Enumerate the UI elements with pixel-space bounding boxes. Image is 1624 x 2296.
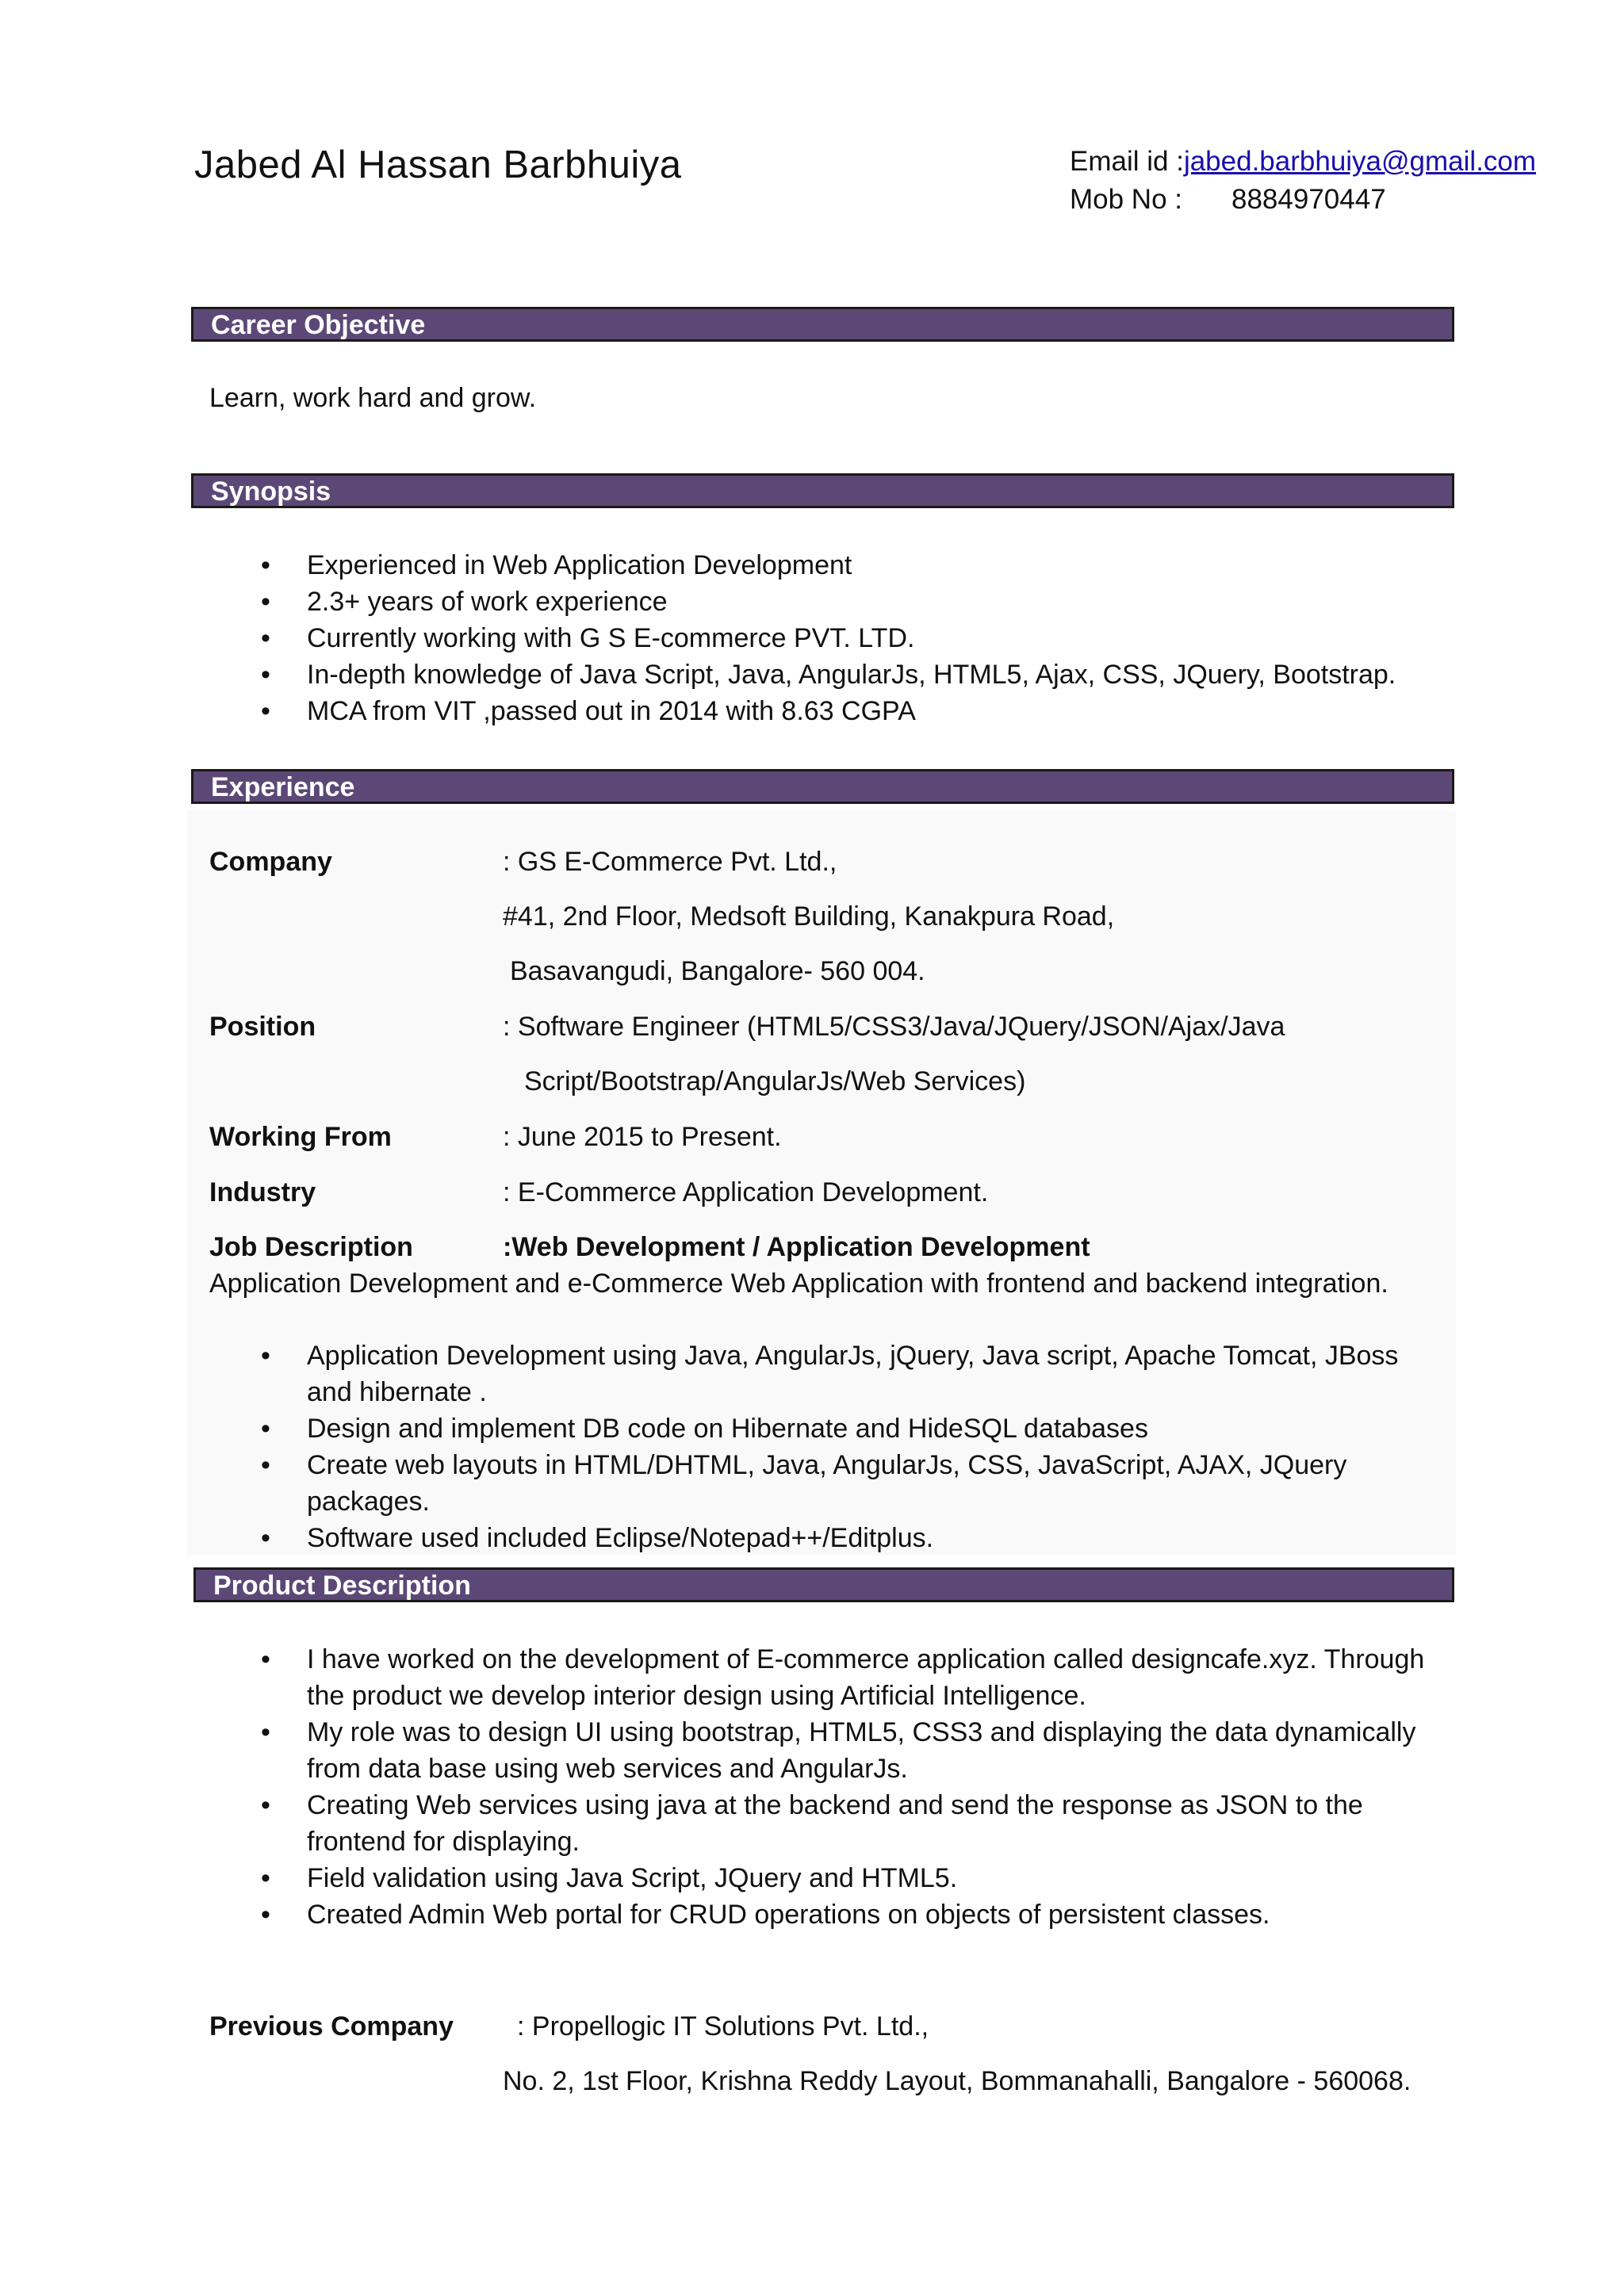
list-item: • MCA from VIT ,passed out in 2014 with 8.63 CGPA — [307, 693, 1457, 729]
company-address-line-2: Basavangudi, Bangalore- 560 004. — [510, 956, 925, 986]
list-item: • In-depth knowledge of Java Script, Java, AngularJs, HTML5, Ajax, CSS, JQuery, Bootstrap. — [307, 656, 1457, 693]
list-item: • Experienced in Web Application Development — [307, 547, 1457, 584]
section-header-synopsis — [191, 473, 1454, 508]
section-title: Experience — [211, 772, 355, 802]
position-value-line-1: : Software Engineer (HTML5/CSS3/Java/JQuery/JSON/Ajax/Java — [503, 1012, 1285, 1042]
mobile-label: Mob No : — [1070, 184, 1182, 215]
experience-list — [307, 1337, 1457, 1556]
working-from-value: : June 2015 to Present. — [503, 1122, 782, 1152]
position-label: Position — [209, 1012, 316, 1042]
contact-block — [1070, 143, 1537, 215]
job-description-value: :Web Development / Application Development — [503, 1232, 1090, 1262]
previous-company-value: : Propellogic IT Solutions Pvt. Ltd., — [517, 2011, 929, 2042]
position-value-line-2: Script/Bootstrap/AngularJs/Web Services) — [524, 1066, 1026, 1096]
list-item: • Creating Web services using java at the backend and send the response as JSON to the frontend for displaying. — [307, 1787, 1457, 1860]
email-label: Email id : — [1070, 146, 1184, 177]
company-label: Company — [209, 847, 332, 877]
email-line — [1070, 143, 1536, 181]
mobile-number: 8884970447 — [1231, 184, 1386, 215]
list-item: • Software used included Eclipse/Notepad++/Editplus. — [307, 1520, 1457, 1556]
working-from-label: Working From — [209, 1122, 392, 1152]
company-address-line-1: #41, 2nd Floor, Medsoft Building, Kanakpura Road, — [503, 901, 1115, 932]
email-link[interactable]: jabed.barbhuiya@gmail.com — [1183, 146, 1537, 177]
candidate-name: Jabed Al Hassan Barbhuiya — [194, 144, 682, 186]
list-item: • My role was to design UI using bootstrap, HTML5, CSS3 and displaying the data dynamically from data base using web services and AngularJs. — [307, 1714, 1457, 1787]
section-title: Career Objective — [211, 310, 426, 340]
section-title: Product Description — [213, 1571, 471, 1601]
company-value: : GS E-Commerce Pvt. Ltd., — [503, 847, 837, 877]
industry-label: Industry — [209, 1177, 316, 1207]
career-objective-text: Learn, work hard and grow. — [209, 383, 537, 413]
industry-value: : E-Commerce Application Development. — [503, 1177, 989, 1207]
list-item: • Field validation using Java Script, JQuery and HTML5. — [307, 1860, 1457, 1896]
product-description-list — [307, 1641, 1457, 1933]
list-item: • Design and implement DB code on Hibernate and HideSQL databases — [307, 1410, 1457, 1447]
section-header-career-objective — [191, 307, 1454, 342]
synopsis-list — [307, 547, 1457, 729]
list-item: • 2.3+ years of work experience — [307, 584, 1457, 620]
list-item: • Create web layouts in HTML/DHTML, Java, AngularJs, CSS, JavaScript, AJAX, JQuery packages. — [307, 1447, 1457, 1520]
section-title: Synopsis — [211, 476, 331, 507]
list-item: • I have worked on the development of E-commerce application called designcafe.xyz. Through the product we develop interior design using Artificial Intelligence. — [307, 1641, 1457, 1714]
list-item: • Created Admin Web portal for CRUD operations on objects of persistent classes. — [307, 1896, 1457, 1933]
mobile-line — [1070, 181, 1545, 219]
job-description-text: Application Development and e-Commerce Web Application with frontend and backend integration. — [209, 1269, 1388, 1299]
list-item: • Currently working with G S E-commerce PVT. LTD. — [307, 620, 1457, 656]
section-header-product-description — [193, 1567, 1454, 1602]
list-item: • Application Development using Java, AngularJs, jQuery, Java script, Apache Tomcat, JBoss and hibernate . — [307, 1337, 1417, 1410]
previous-company-address: No. 2, 1st Floor, Krishna Reddy Layout, Bommanahalli, Bangalore - 560068. — [503, 2066, 1411, 2096]
job-description-label: Job Description — [209, 1232, 413, 1262]
section-header-experience — [191, 769, 1454, 804]
previous-company-label: Previous Company — [209, 2011, 454, 2042]
